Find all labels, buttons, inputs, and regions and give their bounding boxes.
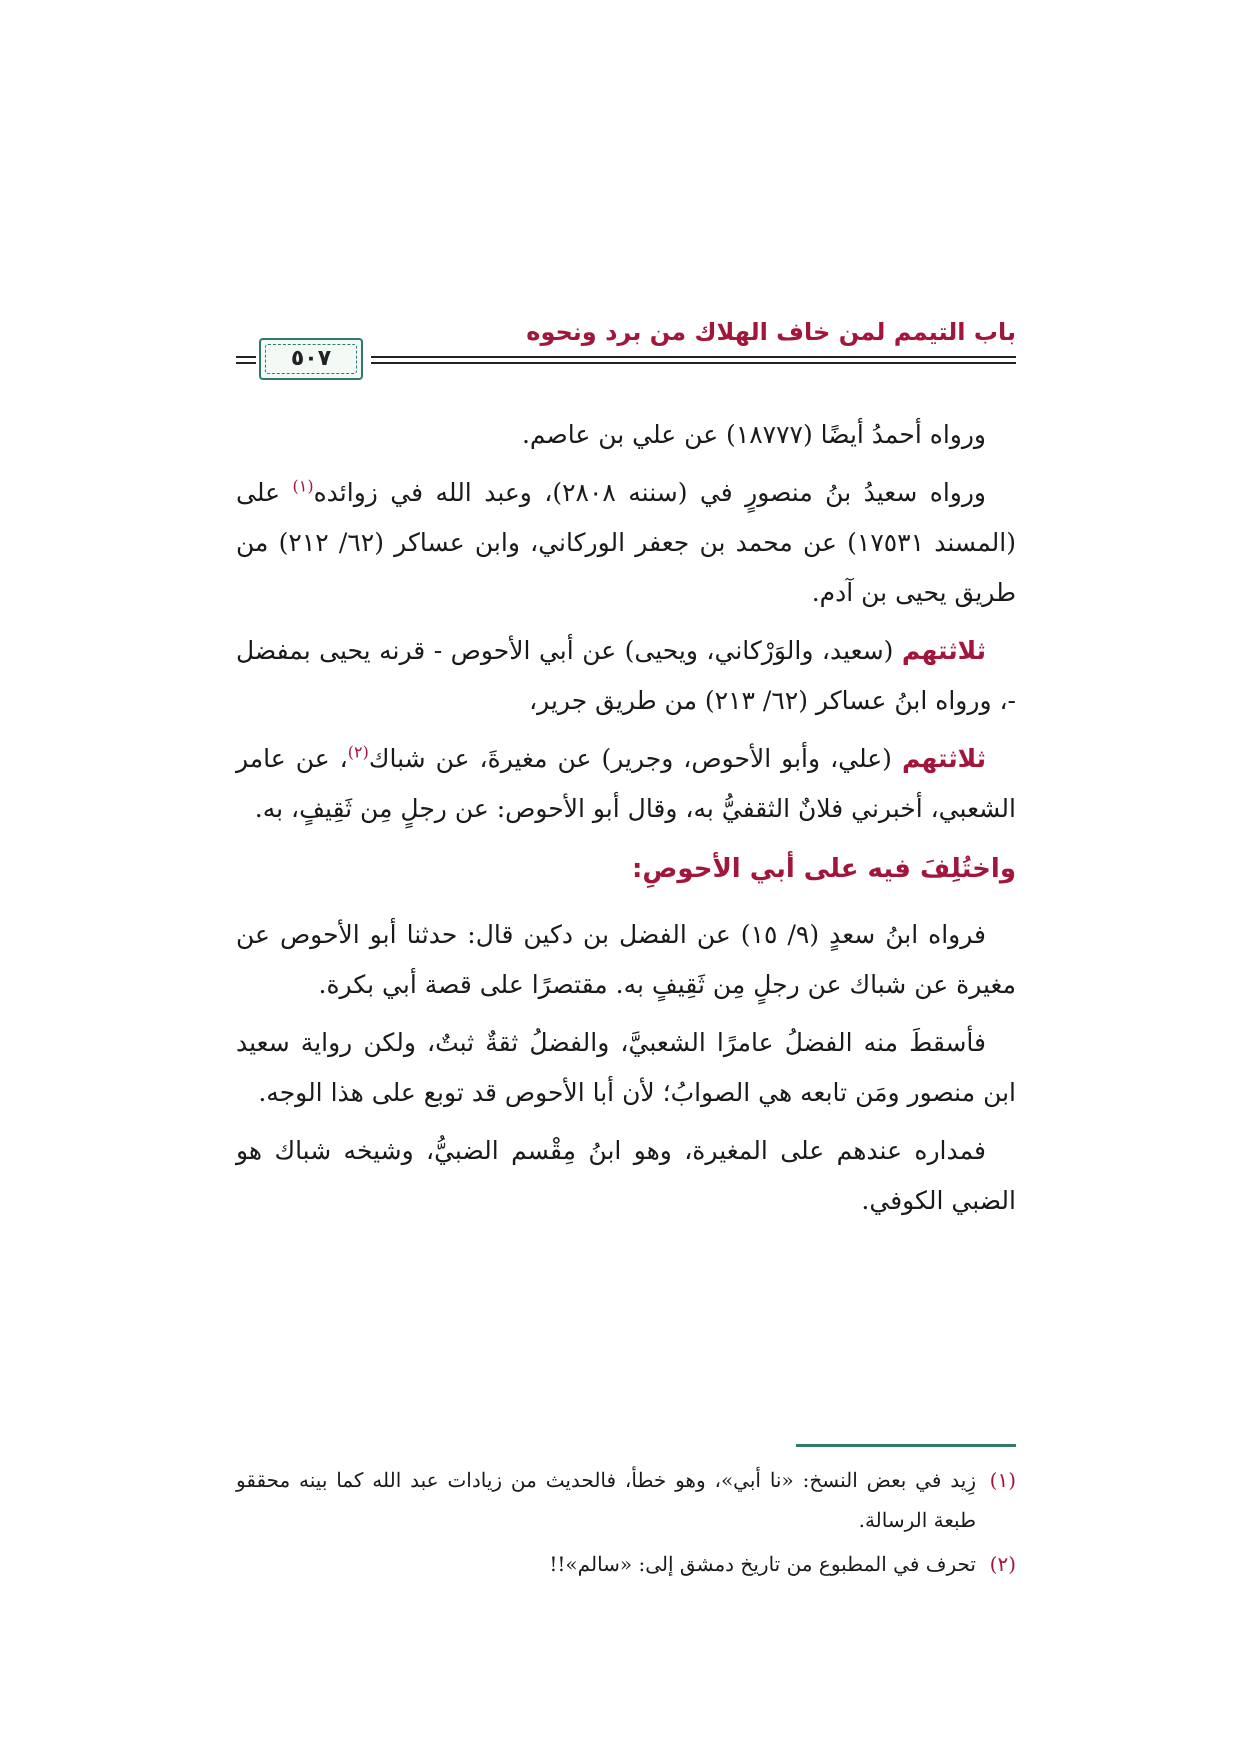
footnote-ref[interactable]: (١) <box>292 476 314 496</box>
paragraph <box>236 626 1016 726</box>
header-rule <box>371 362 1016 364</box>
paragraph-text: فرواه ابنُ سعدٍ (٩/ ١٥) عن الفضل بن دكين قال: حدثنا أبو الأحوص عن مغيرة عن شباك عن رجلٍ مِن ثَقِيفٍ به. مقتصرًا على قصة أبي بكرة. <box>236 920 1016 999</box>
paragraph-text: (علي، وأبو الأحوص، وجرير) عن مغيرةَ، عن شباك <box>368 744 902 773</box>
section-heading: واختُلِفَ فيه على أبي الأحوصِ: <box>632 854 1016 884</box>
footnote-ref[interactable]: (٢) <box>347 742 369 762</box>
header-rule <box>236 356 256 358</box>
footnote-item <box>236 1544 1016 1584</box>
highlight-label: ثلاثتهم <box>901 744 987 773</box>
footnote-marker: (١) <box>989 1468 1016 1492</box>
header-rule <box>236 362 256 364</box>
paragraph-text: ورواه أحمدُ أيضًا (١٨٧٧٧) عن علي بن عاصم. <box>521 420 986 449</box>
paragraph <box>236 734 1016 834</box>
paragraph-text: ، عن عامر الشعبي، أخبرني فلانٌ الثقفيُّ به، وقال أبو الأحوص: عن رجلٍ مِن ثَقِيفٍ، به. <box>236 744 1016 823</box>
header-rule <box>371 356 1016 358</box>
paragraph-text: فأسقطَ منه الفضلُ عامرًا الشعبيَّ، والفضلُ ثقةٌ ثبتٌ، ولكن رواية سعيد ابن منصور ومَن تابعه هي الصوابُ؛ لأن أبا الأحوص قد توبع على هذا الوجه. <box>236 1028 1016 1107</box>
running-title: باب التيمم لمن خاف الهلاك من برد ونحوه <box>526 318 1016 346</box>
page-header <box>236 318 1016 380</box>
paragraph-text: فمداره عندهم على المغيرة، وهو ابنُ مِقْسم الضبيُّ، وشيخه شباك هو الضبي الكوفي. <box>236 1136 1016 1215</box>
footnotes <box>236 1460 1016 1588</box>
main-text <box>236 410 1016 1234</box>
paragraph-text: على (المسند ١٧٥٣١) عن محمد بن جعفر الوركاني، وابن عساكر (٦٢/ ٢١٢) من طريق يحيى بن آدم. <box>236 478 1016 607</box>
highlight-label: ثلاثتهم <box>901 636 986 665</box>
footnote-marker: (٢) <box>989 1552 1016 1576</box>
paragraph <box>236 910 1016 1010</box>
footnote-item <box>236 1460 1016 1540</box>
paragraph <box>236 468 1016 618</box>
page-number: ٥٠٧ <box>290 346 332 371</box>
paragraph <box>236 1126 1016 1226</box>
paragraph <box>236 410 1016 460</box>
footnote-text: زِيد في بعض النسخ: «نا أبي»، وهو خطأ، فالحديث من زيادات عبد الله كما بينه محققو طبعة الرسالة. <box>236 1468 976 1532</box>
footnote-separator <box>796 1444 1016 1447</box>
paragraph <box>236 1018 1016 1118</box>
paragraph-text: (سعيد، والوَرْكاني، ويحيى) عن أبي الأحوص - قرنه يحيى بمفضل -، ورواه ابنُ عساكر (٦٢/ ٢١٣) من طريق جرير، <box>236 636 1016 715</box>
footnote-text: تحرف في المطبوع من تاريخ دمشق إلى: «سالم»!! <box>549 1552 976 1576</box>
page-number-frame <box>259 338 363 380</box>
paragraph-text: ورواه سعيدُ بنُ منصورٍ في (سننه ٢٨٠٨)، وعبد الله في زوائده <box>313 478 986 507</box>
